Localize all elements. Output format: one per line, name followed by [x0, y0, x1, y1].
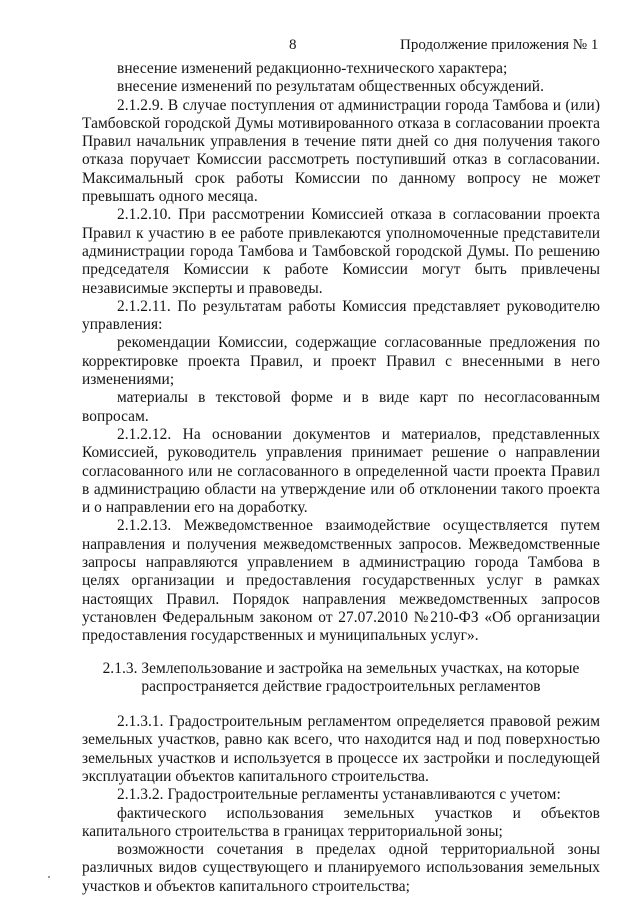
clause-2-1-2-10: 2.1.2.10. При рассмотрении Комиссией отказа в согласовании проекта Правил к участию в ее работе привлекаются уполномоченные представители администрации города Тамбова и Тамбовской городской Думы. По решению председателя Комиссии к работе Комиссии могут быть привлечены независимые эксперты и правоведы. — [82, 206, 600, 297]
list-item: внесение изменений редакционно-технического характера; — [117, 60, 508, 77]
scan-speck — [48, 876, 50, 878]
document-body — [82, 60, 600, 896]
clause-2-1-2-12: 2.1.2.12. На основании документов и материалов, представленных Комиссией, руководитель управления принимает решение о направлении согласованного или не согласованного в определенной части проекта Правил в администрацию области на утверждение или об отклонении такого проекта и о направлении его на доработку. — [82, 425, 600, 517]
list-item: возможности сочетания в пределах одной территориальной зоны различных видов существующего и планируемого использования земельных участков и объектов капитального строительства; — [82, 841, 600, 895]
clause-2-1-2-11: 2.1.2.11. По результатам работы Комиссия представляет руководителю управления: — [82, 297, 600, 334]
list-item: фактического использования земельных участков и объектов капитального строительства в границах территориальной зоны; — [82, 804, 600, 840]
clause-2-1-2-13: 2.1.2.13. Межведомственное взаимодействие осуществляется путем направления и получения межведомственных запросов. Межведомственные запросы направляются управлением в администрацию города Тамбова в целях организации и предоставления государственных услуг в рамках настоящих Правил. Порядок направления межведомственных запросов установлен Федеральным законом от 27.07.2010 №210-ФЗ «Об организации предоставления государственных и муниципальных услуг». — [82, 517, 600, 645]
list-item: внесение изменений по результатам общественных обсуждений. — [117, 78, 544, 96]
clause-2-1-2-9: 2.1.2.9. В случае поступления от администрации города Тамбова и (или) Тамбовской городской Думы мотивированного отказа в согласовании проекта Правил начальник управления в течение пяти дней со дня получения такого отказа поручает Комиссии рассмотреть поступивший отказ в согласовании. Максимальный срок работы Комиссии по данному вопросу не может превышать одного месяца. — [82, 96, 600, 206]
section-title: 2.1.3. Землепользование и застройка на земельных участках, на которые распространяется действие градостроительных регламентов — [102, 659, 580, 695]
list-item: рекомендации Комиссии, содержащие согласованные предложения по корректировке проекта Правил, и проект Правил с внесенными в него изменениями; — [82, 334, 600, 389]
list-item: материалы в текстовой форме и в виде карт по несогласованным вопросам. — [82, 389, 600, 425]
clause-2-1-3-1: 2.1.3.1. Градостроительным регламентом определяется правовой режим земельных участков, равно как всего, что находится над и под поверхностью земельных участков и используется в процессе их застройки и последующей эксплуатации объектов капитального строительства. — [82, 713, 600, 785]
page-header — [0, 37, 640, 57]
clause-2-1-3-2: 2.1.3.2. Градостроительные регламенты устанавливаются с учетом: — [117, 786, 561, 804]
appendix-continuation-label: Продолжение приложения № 1 — [400, 37, 599, 53]
page-number: 8 — [289, 37, 297, 53]
